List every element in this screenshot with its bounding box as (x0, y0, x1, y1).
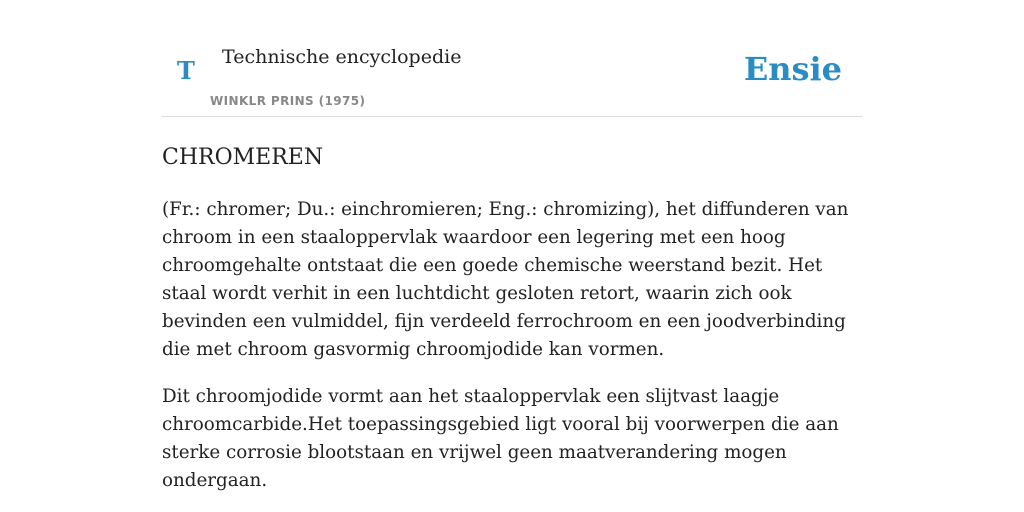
ensie-brand-logo[interactable]: Ensie (743, 50, 842, 88)
entry-title: CHROMEREN (162, 145, 324, 170)
entry-paragraph-1: (Fr.: chromer; Du.: einchromieren; Eng.: chromizing), het diffunderen van chroom in een staaloppervlak waardoor een legering met een hoog chroomgehalte ontstaat die een goede chemische weerstand bezit. Het staal wordt verhit in een luchtdicht gesloten retort, waarin zich ook bevinden een vulmiddel, fijn verdeeld ferrochroom en een joodverbinding die met chroom gasvormig chroomjodide kan vormen. (162, 199, 849, 360)
encyclopedia-logo-icon[interactable]: T (177, 56, 195, 85)
entry-paragraph-2: Dit chroomjodide vormt aan het staaloppervlak een slijtvast laagje chroomcarbide.Het toepassingsgebied ligt vooral bij voorwerpen die aan sterke corrosie blootstaan en vrijwel geen maatverandering mogen ondergaan. (162, 386, 839, 491)
page-container (162, 0, 862, 495)
page-header (162, 0, 862, 117)
book-source: WINKLR PRINS (1975) (210, 94, 366, 108)
book-title-link[interactable]: Technische encyclopedie (222, 46, 462, 68)
entry-body (162, 196, 862, 495)
